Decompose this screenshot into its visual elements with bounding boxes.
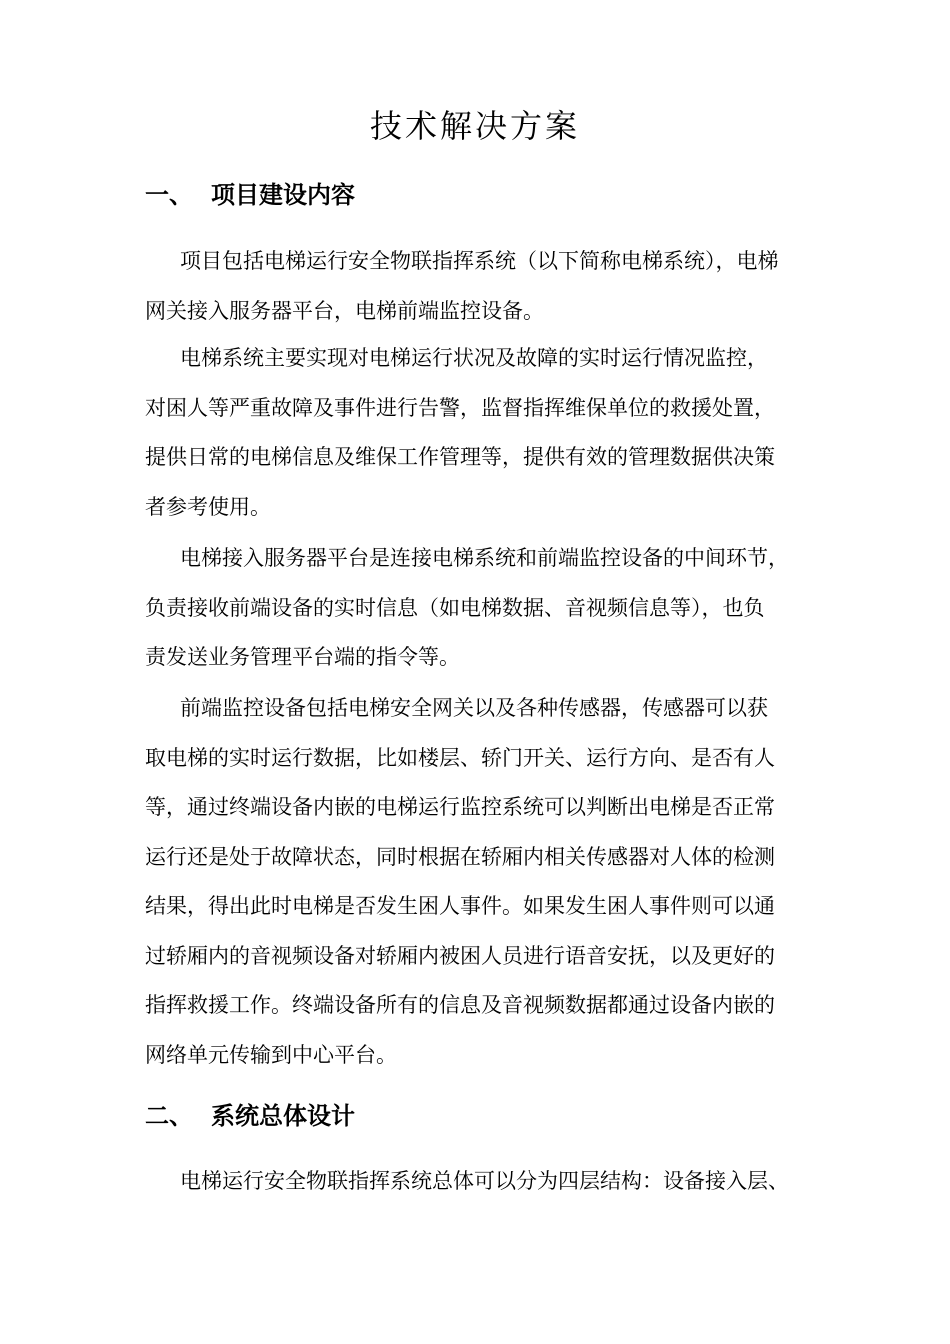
paragraph-project-scope [145, 237, 815, 336]
paragraph-architecture [145, 1157, 815, 1207]
paragraph-line: 项目包括电梯运行安全物联指挥系统（以下简称电梯系统），电梯 [180, 249, 779, 273]
paragraph-line: 对困人等严重故障及事件进行告警，监督指挥维保单位的救援处置， [145, 395, 775, 420]
paragraph-line: 取电梯的实时运行数据，比如楼层、轿门开关、运行方向、是否有人 [145, 745, 775, 770]
paragraph-line: 指挥救援工作。终端设备所有的信息及音视频数据都通过设备内嵌的 [145, 993, 775, 1017]
paragraph-line: 前端监控设备包括电梯安全网关以及各种传感器，传感器可以获 [180, 696, 768, 720]
paragraph-line: 负责接收前端设备的实时信息（如电梯数据、音视频信息等），也负 [145, 595, 765, 620]
paragraph-elevator-system [145, 334, 815, 532]
section-number: 二、 [145, 1102, 193, 1130]
paragraph-line: 运行还是处于故障状态，同时根据在轿厢内相关传感器对人体的检测 [145, 844, 775, 869]
paragraph-line: 责发送业务管理平台端的指令等。 [145, 645, 460, 669]
paragraph-access-server [145, 534, 815, 683]
document-title: 技术解决方案 [369, 107, 580, 145]
paragraph-line: 等，通过终端设备内嵌的电梯运行监控系统可以判断出电梯是否正常 [145, 795, 775, 819]
paragraph-line: 电梯运行安全物联指挥系统总体可以分为四层结构：设备接入层、 [180, 1169, 789, 1193]
paragraph-line: 电梯系统主要实现对电梯运行状况及故障的实时运行情况监控， [180, 346, 768, 370]
paragraph-line: 结果，得出此时电梯是否发生困人事件。如果发生困人事件则可以通 [145, 894, 775, 918]
paragraph-line: 网关接入服务器平台，电梯前端监控设备。 [145, 298, 544, 323]
paragraph-line: 者参考使用。 [145, 494, 271, 519]
section-number: 一、 [145, 181, 193, 209]
paragraph-line: 电梯接入服务器平台是连接电梯系统和前端监控设备的中间环节， [180, 546, 789, 570]
paragraph-line: 过轿厢内的音视频设备对轿厢内被困人员进行语音安抚，以及更好的 [145, 943, 775, 968]
section-title: 项目建设内容 [211, 181, 355, 209]
paragraph-line: 提供日常的电梯信息及维保工作管理等，提供有效的管理数据供决策 [145, 445, 775, 469]
section-heading-2 [145, 1098, 355, 1134]
paragraph-frontend-devices [145, 684, 815, 1080]
section-heading-1 [145, 177, 355, 213]
paragraph-line: 网络单元传输到中心平台。 [145, 1042, 397, 1067]
section-title: 系统总体设计 [211, 1102, 355, 1130]
